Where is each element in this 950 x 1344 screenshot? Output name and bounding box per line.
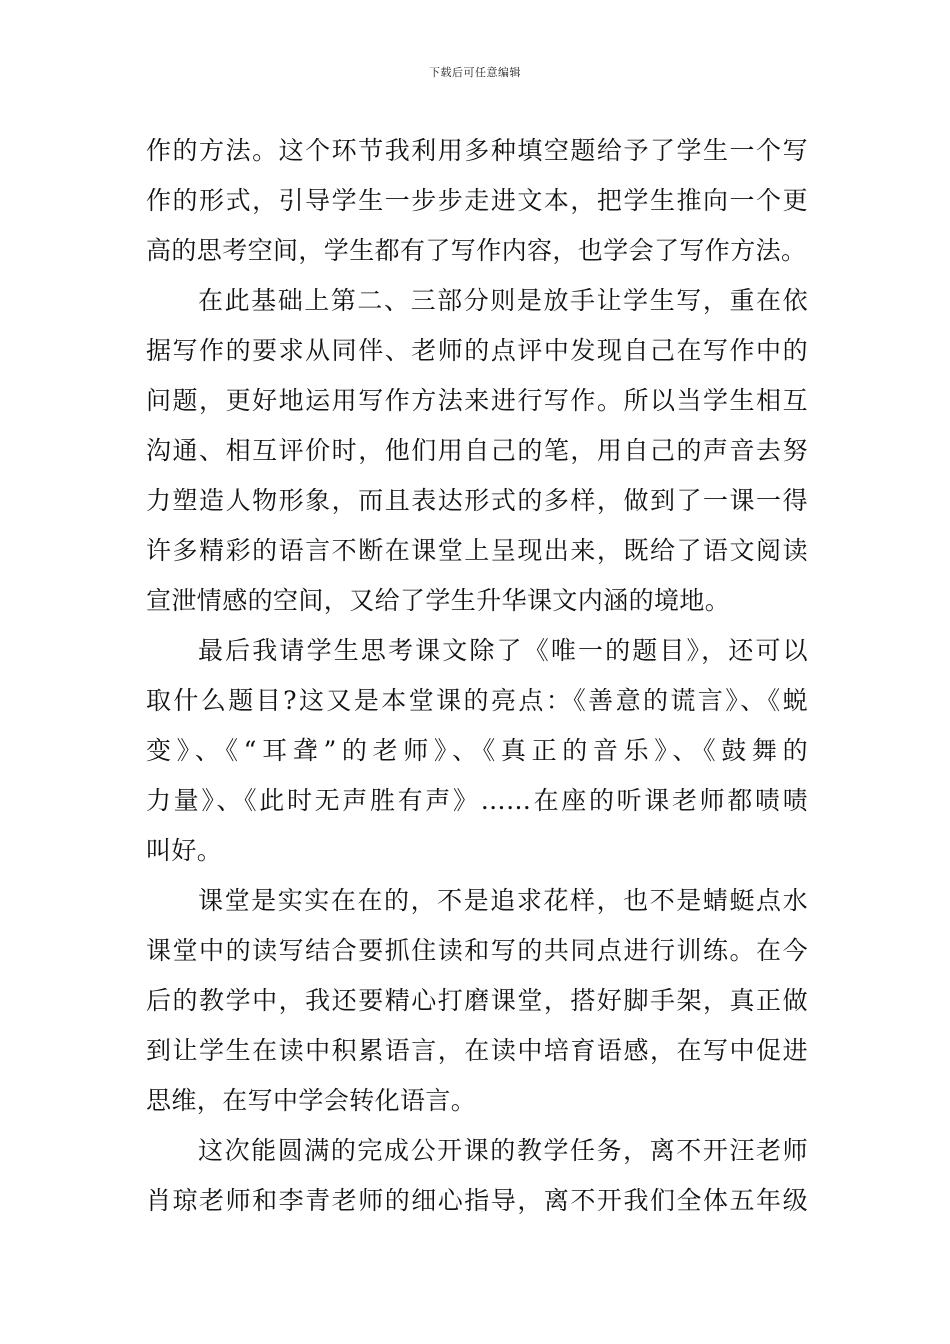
text-line: 问题，更好地运用写作方法来进行写作。所以当学生相互 <box>146 386 808 415</box>
text-line: 到让学生在读中积累语言，在读中培育语感，在写中促进 <box>146 1036 808 1065</box>
text-line: 宣泄情感的空间，又给了学生升华课文内涵的境地。 <box>146 586 731 615</box>
text-line: 作的方法。这个环节我利用多种填空题给予了学生一个写 <box>146 136 808 165</box>
text-line: 作的形式，引导学生一步步走进文本，把学生推向一个更 <box>146 186 808 215</box>
text-line: 课堂是实实在在的，不是追求花样，也不是蜻蜓点水 <box>198 886 808 915</box>
text-line: 力量》、《此时无声胜有声》……在座的听课老师都啧啧 <box>146 786 808 815</box>
text-line: 据写作的要求从同伴、老师的点评中发现自己在写作中的 <box>146 336 808 365</box>
text-line: 肖琼老师和李青老师的细心指导，离不开我们全体五年级 <box>146 1186 808 1215</box>
text-line: 这次能圆满的完成公开课的教学任务，离不开汪老师 <box>198 1136 808 1165</box>
text-line: 取什么题目?这又是本堂课的亮点：《善意的谎言》、《蜕 <box>146 686 808 715</box>
page-header: 下载后可任意编辑 <box>429 66 521 79</box>
text-line: 高的思考空间，学生都有了写作内容，也学会了写作方法。 <box>146 236 807 265</box>
document-body <box>146 126 808 1226</box>
text-line: 课堂中的读写结合要抓住读和写的共同点进行训练。在今 <box>146 936 808 965</box>
text-line: 力塑造人物形象，而且表达形式的多样，做到了一课一得 <box>146 486 808 515</box>
text-line: 许多精彩的语言不断在课堂上呈现出来，既给了语文阅读 <box>146 536 808 565</box>
text-line: 沟通、相互评价时，他们用自己的笔，用自己的声音去努 <box>146 436 808 465</box>
text-line: 在此基础上第二、三部分则是放手让学生写，重在依 <box>198 286 808 315</box>
text-line: 叫好。 <box>146 836 223 865</box>
text-line: 最后我请学生思考课文除了《唯一的题目》，还可以 <box>198 636 808 665</box>
text-line: 后的教学中，我还要精心打磨课堂，搭好脚手架，真正做 <box>146 986 808 1015</box>
text-line: 思维，在写中学会转化语言。 <box>146 1086 477 1115</box>
text-line: 变》、《“耳聋”的老师》、《真正的音乐》、《鼓舞的 <box>146 736 808 765</box>
